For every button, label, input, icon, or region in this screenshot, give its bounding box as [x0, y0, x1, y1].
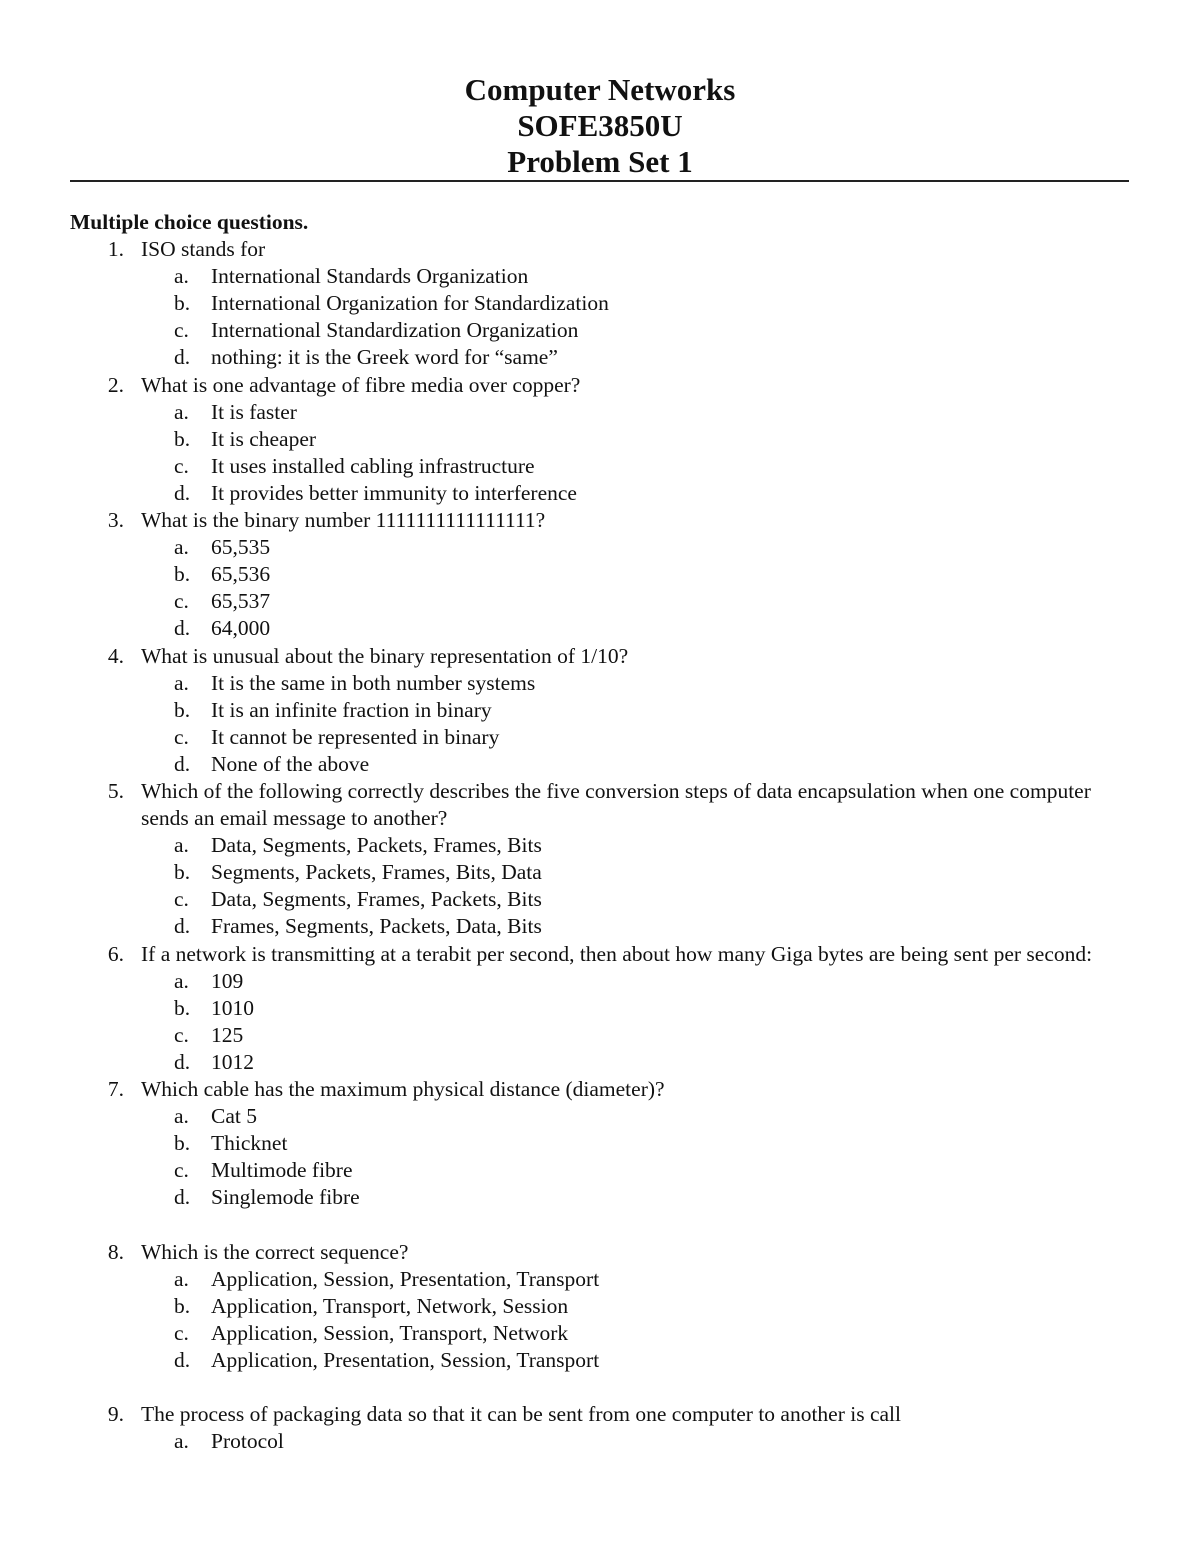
option-8b: [70, 1293, 1130, 1320]
option-letter: b.: [174, 1293, 191, 1318]
question-text: What is unusual about the binary representation of 1/10?: [141, 643, 629, 668]
question-number: 7.: [107, 1077, 124, 1101]
option-text: International Standards Organization: [211, 264, 529, 289]
option-text: Data, Segments, Frames, Packets, Bits: [211, 887, 542, 912]
option-7a: [70, 1103, 1130, 1130]
option-8c: [70, 1320, 1130, 1347]
option-4a: [70, 670, 1130, 697]
option-letter: c.: [174, 318, 189, 343]
question-8: [70, 1239, 1130, 1266]
question-number: 2.: [107, 372, 124, 397]
option-text: 64,000: [211, 616, 271, 641]
question-number: 9.: [107, 1402, 124, 1427]
option-3a: [70, 534, 1130, 561]
option-text: Multimode fibre: [211, 1158, 353, 1183]
option-text: 109: [211, 968, 244, 993]
blank-line: [70, 1374, 1130, 1401]
option-3d: [70, 615, 1130, 642]
document-subtitle: Problem Set 1: [507, 144, 693, 179]
question-number: 3.: [107, 508, 124, 533]
option-text: Singlemode fibre: [211, 1185, 360, 1210]
option-letter: b.: [174, 426, 191, 451]
option-letter: a.: [174, 670, 189, 695]
option-7d: [70, 1184, 1130, 1211]
option-text: It is an infinite fraction in binary: [211, 697, 492, 722]
option-5c: [70, 886, 1130, 913]
option-7b: [70, 1130, 1130, 1157]
option-text: 125: [211, 1022, 244, 1047]
option-1d: [70, 344, 1130, 371]
option-letter: b.: [174, 860, 191, 885]
option-letter: d.: [174, 345, 191, 370]
option-text: 65,536: [211, 562, 271, 587]
option-letter: a.: [174, 968, 189, 993]
option-text: Application, Session, Presentation, Transport: [211, 1266, 600, 1291]
option-text: Thicknet: [211, 1131, 288, 1156]
option-letter: a.: [174, 1266, 189, 1291]
option-text: 65,535: [211, 535, 271, 560]
option-text: nothing: it is the Greek word for “same”: [211, 345, 558, 370]
option-5a: [70, 832, 1130, 859]
option-letter: d.: [174, 914, 191, 939]
option-6a: [70, 968, 1130, 995]
option-6d: [70, 1049, 1130, 1076]
option-letter: d.: [174, 1347, 191, 1372]
blank-line: [70, 1211, 1130, 1238]
option-text: Application, Session, Transport, Network: [211, 1320, 569, 1345]
option-letter: c.: [174, 589, 189, 614]
option-letter: c.: [174, 453, 189, 478]
option-2c: [70, 453, 1130, 480]
option-letter: c.: [174, 1320, 189, 1345]
option-text: It is faster: [211, 399, 297, 424]
question-2: [70, 372, 1130, 399]
option-6c: [70, 1022, 1130, 1049]
question-text: The process of packaging data so that it can be sent from one computer to another is call: [141, 1402, 902, 1427]
option-5b: [70, 859, 1130, 886]
option-text: International Organization for Standardization: [211, 291, 609, 316]
option-text: Data, Segments, Packets, Frames, Bits: [211, 833, 542, 858]
option-letter: b.: [174, 562, 191, 587]
option-letter: c.: [174, 1022, 189, 1047]
option-letter: c.: [174, 1158, 189, 1183]
option-4b: [70, 697, 1130, 724]
option-letter: c.: [174, 887, 189, 912]
option-letter: a.: [174, 833, 189, 858]
question-text: What is one advantage of fibre media over copper?: [141, 372, 581, 397]
option-text: Application, Presentation, Session, Transport: [211, 1347, 600, 1372]
course-code: SOFE3850U: [517, 108, 683, 143]
option-text: International Standardization Organization: [211, 318, 579, 343]
question-1: [70, 236, 1130, 263]
option-text: It uses installed cabling infrastructure: [211, 453, 535, 478]
question-text: Which is the correct sequence?: [141, 1239, 409, 1264]
option-text: Frames, Segments, Packets, Data, Bits: [211, 914, 542, 939]
option-letter: a.: [174, 264, 189, 289]
option-letter: b.: [174, 1131, 191, 1156]
option-text: Protocol: [211, 1429, 284, 1454]
question-text: If a network is transmitting at a terabit per second, then about how many Giga bytes are being sent per second:: [141, 941, 1093, 966]
option-letter: c.: [174, 724, 189, 749]
option-letter: b.: [174, 995, 191, 1020]
option-8a: [70, 1266, 1130, 1293]
option-1b: [70, 290, 1130, 317]
option-text: 65,537: [211, 589, 271, 614]
option-4c: [70, 724, 1130, 751]
section-title: Multiple choice questions.: [70, 210, 309, 234]
option-text: Segments, Packets, Frames, Bits, Data: [211, 860, 542, 885]
question-5: [70, 778, 1130, 832]
document-title: Computer Networks: [464, 72, 736, 107]
option-letter: d.: [174, 616, 191, 641]
option-3b: [70, 561, 1130, 588]
option-3c: [70, 588, 1130, 615]
option-text: It cannot be represented in binary: [211, 724, 500, 749]
option-4d: [70, 751, 1130, 778]
option-letter: b.: [174, 291, 191, 316]
header-divider: [70, 180, 1129, 182]
option-letter: d.: [174, 480, 191, 505]
option-5d: [70, 913, 1130, 940]
option-text: 1010: [211, 995, 254, 1020]
question-number: 8.: [107, 1239, 124, 1264]
question-7: [70, 1076, 1130, 1103]
question-text: Which of the following correctly describes the five conversion steps of data encapsulation when one computer sends an email message to another?: [141, 778, 1091, 831]
option-text: It is cheaper: [211, 426, 317, 451]
option-letter: d.: [174, 1049, 191, 1074]
option-letter: d.: [174, 751, 191, 776]
question-4: [70, 643, 1130, 670]
option-2d: [70, 480, 1130, 507]
question-number: 4.: [107, 643, 124, 668]
option-6b: [70, 995, 1130, 1022]
question-number: 1.: [107, 237, 124, 262]
option-letter: a.: [174, 399, 189, 424]
option-text: It provides better immunity to interference: [211, 480, 577, 505]
option-text: It is the same in both number systems: [211, 670, 536, 695]
document-header: [0, 72, 1200, 180]
question-9: [70, 1401, 1130, 1428]
option-letter: a.: [174, 1104, 189, 1129]
option-text: None of the above: [211, 751, 370, 776]
question-3: [70, 507, 1130, 534]
option-1c: [70, 317, 1130, 344]
question-number: 6.: [107, 941, 124, 966]
option-text: Application, Transport, Network, Session: [211, 1293, 569, 1318]
option-letter: b.: [174, 697, 191, 722]
option-letter: a.: [174, 535, 189, 560]
option-text: 1012: [211, 1049, 254, 1074]
question-text: What is the binary number 1111111111111111?: [141, 508, 546, 533]
option-2a: [70, 399, 1130, 426]
option-2b: [70, 426, 1130, 453]
question-content: [70, 209, 1130, 1455]
question-text: Which cable has the maximum physical distance (diameter)?: [141, 1077, 665, 1101]
question-text: ISO stands for: [141, 237, 266, 262]
option-text: Cat 5: [211, 1104, 257, 1129]
question-number: 5.: [107, 778, 124, 803]
question-6: [70, 941, 1130, 968]
option-letter: d.: [174, 1185, 191, 1210]
option-8d: [70, 1347, 1130, 1374]
option-1a: [70, 263, 1130, 290]
option-9a: [70, 1428, 1130, 1455]
option-7c: [70, 1157, 1130, 1184]
option-letter: a.: [174, 1429, 189, 1454]
